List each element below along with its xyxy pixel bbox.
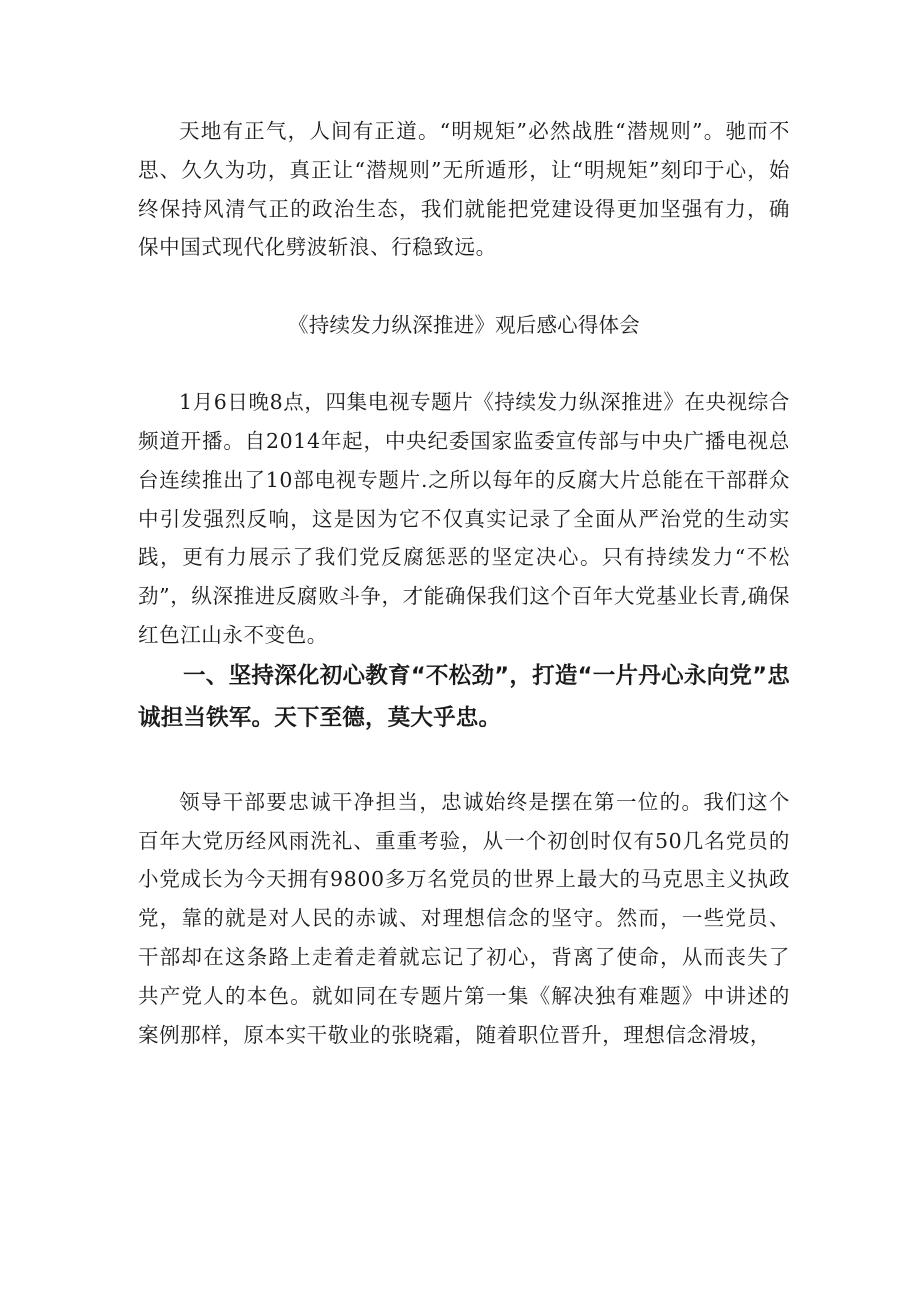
body-paragraph-2: 1月6日晚8点，四集电视专题片《持续发力纵深推进》在央视综合频道开播。自2014年起，中央纪委国家监委宣传部与中央广播电视总台连续推出了10部电视专题片.之所以每年的反腐大片总能在干部群众中引发强烈反响，这是因为它不仅真实记录了全面从严治党的生动实践，更有力展示了我们党反腐惩恶的坚定决心。只有持续发力“不松劲”，纵深推进反腐败斗争，才能确保我们这个百年大党基业长青,确保红色江山永不变色。 (138, 390, 790, 647)
section-heading-1: 一、坚持深化初心教育“不松劲”，打造“一片丹心永向党”忠诚担当铁军。天下至德，莫大乎忠。 (138, 662, 790, 731)
body-paragraph-3: 领导干部要忠诚干净担当，忠诚始终是摆在第一位的。我们这个百年大党历经风雨洗礼、重重考验，从一个初创时仅有50几名党员的小党成长为今天拥有9800多万名党员的世界上最大的马克思主义执政党，靠的就是对人民的赤诚、对理想信念的坚守。然而，一些党员、干部却在这条路上走着走着就忘记了初心，背离了使命，从而丧失了共产党人的本色。就如同在专题片第一集《解决独有难题》中讲述的案例那样，原本实干敬业的张晓霜，随着职位晋升，理想信念滑坡， (138, 789, 790, 1047)
document-page (138, 112, 790, 1054)
body-paragraph-1: 天地有正气，人间有正道。“明规矩”必然战胜“潜规则”。驰而不思、久久为功，真正让“潜规则”无所遁形，让“明规矩”刻印于心，始终保持风清气正的政治生态，我们就能把党建设得更加坚强有力，确保中国式现代化劈波斩浪、行稳致远。 (138, 119, 790, 260)
article-title: 《持续发力纵深推进》观后感心得体会 (288, 313, 640, 338)
